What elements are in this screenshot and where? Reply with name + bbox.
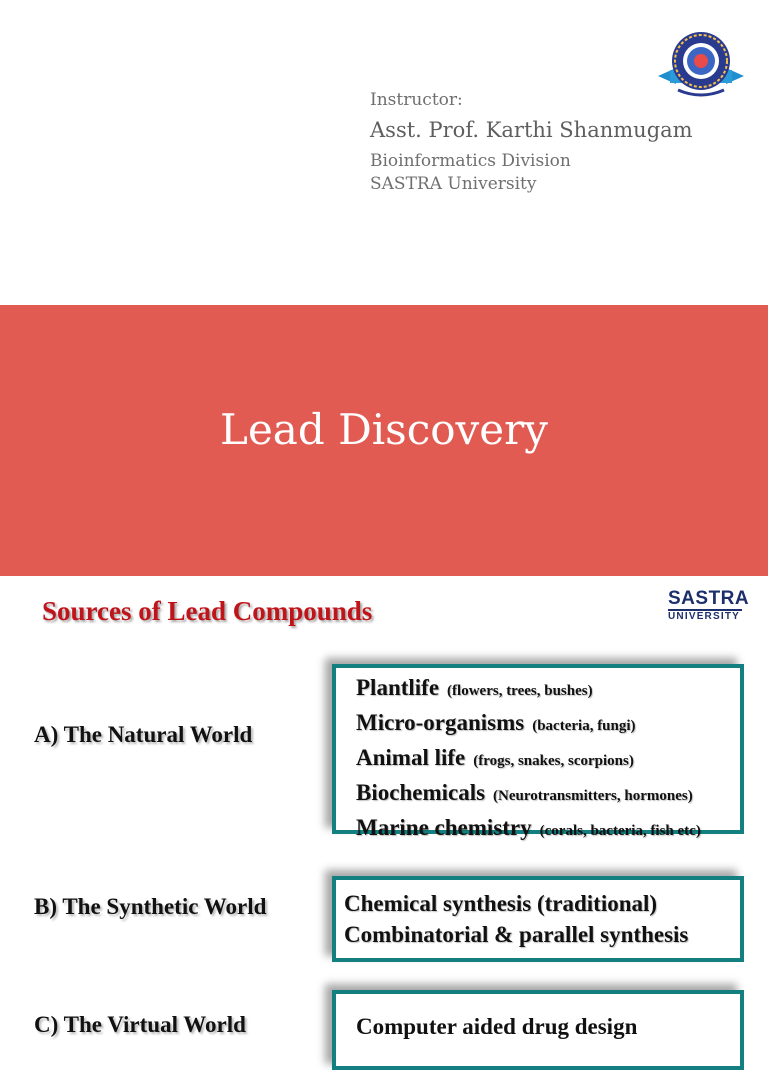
list-item: Computer aided drug design [356,1014,638,1039]
source-name: Marine chemistry [356,815,532,840]
section-label-natural: A) The Natural World [34,722,253,747]
section-label-virtual: C) The Virtual World [34,1012,246,1037]
university-seal-logo [656,28,746,98]
list-item: Combinatorial & parallel synthesis [344,922,689,947]
source-examples: (Neurotransmitters, hormones) [493,788,693,804]
list-item [356,742,740,777]
title-slide [0,305,768,576]
virtual-sources-box [332,990,744,1070]
synthetic-sources-box [332,876,744,962]
instructor-university: SASTRA University [370,174,537,194]
sastra-logo-word: SASTRA [668,588,750,609]
section-label-synthetic: B) The Synthetic World [34,894,267,919]
source-name: Micro-organisms [356,710,525,735]
source-name: Biochemicals [356,780,486,805]
source-name: Animal life [356,745,466,770]
source-examples: (frogs, snakes, scorpions) [473,753,634,769]
source-name: Plantlife [356,675,440,700]
list-item: Chemical synthesis (traditional) [344,891,658,916]
slide-title: Lead Discovery [220,405,548,454]
sources-title: Sources of Lead Compounds [42,596,373,626]
instructor-name: Asst. Prof. Karthi Shanmugam [370,118,693,142]
list-item [356,812,740,847]
source-examples: (bacteria, fungi) [532,718,636,734]
sources-slide [0,576,768,1039]
instructor-division: Bioinformatics Division [370,151,571,171]
list-item [356,777,740,812]
instructor-label: Instructor: [370,90,463,110]
sastra-logo-subtitle: UNIVERSITY [668,611,741,622]
list-item [356,707,740,742]
source-examples: (flowers, trees, bushes) [447,683,593,699]
list-item [356,672,740,707]
source-examples: (corals, bacteria, fish etc) [539,823,701,839]
instructor-slide [0,0,768,305]
natural-sources-box [332,664,744,840]
